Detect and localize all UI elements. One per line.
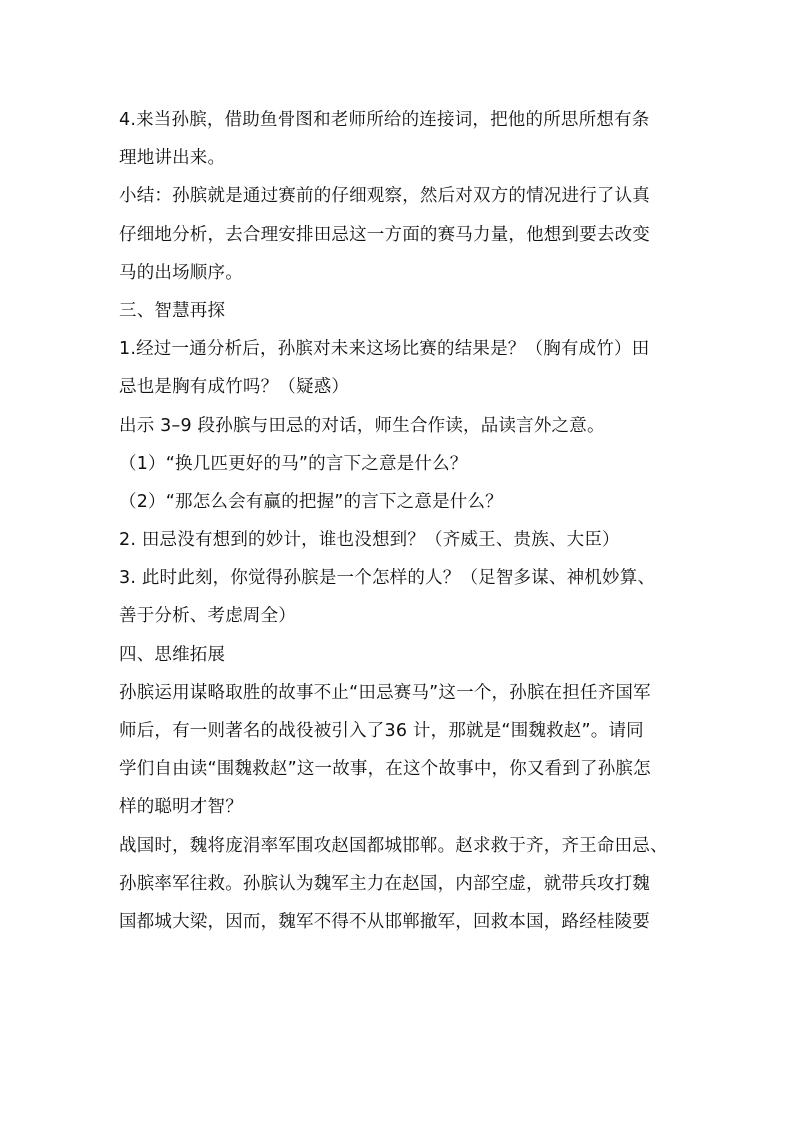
text-line: 孙膑运用谋略取胜的故事不止“田忌赛马”这一个，孙膑在担任齐国军 bbox=[119, 682, 651, 703]
text-line: 1.经过一通分析后，孙膑对未来这场比赛的结果是？（胸有成竹）田 bbox=[119, 339, 650, 360]
section-heading: 三、智慧再探 bbox=[119, 300, 226, 321]
text-line: 仔细地分析，去合理安排田忌这一方面的赛马力量，他想到要去改变 bbox=[119, 224, 650, 245]
text-line: 学们自由读“围魏救赵”这一故事，在这个故事中，你又看到了孙膑怎 bbox=[119, 759, 651, 780]
text-line: 忌也是胸有成竹吗？（疑惑） bbox=[119, 377, 350, 398]
text-line: 善于分析、考虑周全） bbox=[119, 606, 296, 627]
text-line: 出示 3–9 段孙膑与田忌的对话，师生合作读，品读言外之意。 bbox=[119, 415, 605, 436]
text-line: 样的聪明才智？ bbox=[119, 797, 243, 818]
document-body bbox=[119, 101, 689, 941]
text-line: 3. 此时此刻，你觉得孙膑是一个怎样的人？（足智多谋、神机妙算、 bbox=[119, 568, 656, 589]
text-line: 师后，有一则著名的战役被引入了36 计，那就是“围魏救赵”。请同 bbox=[119, 721, 644, 741]
text-line: 2. 田忌没有想到的妙计，谁也没想到？（齐威王、贵族、大臣） bbox=[119, 530, 620, 551]
text-line: （1）“换几匹更好的马”的言下之意是什么？ bbox=[119, 453, 468, 474]
text-line: 小结：孙膑就是通过赛前的仔细观察，然后对双方的情况进行了认真 bbox=[119, 186, 650, 207]
text-line: （2）“那怎么会有赢的把握”的言下之意是什么？ bbox=[119, 491, 503, 512]
text-line: 4.来当孙膑，借助鱼骨图和老师所给的连接词，把他的所思所想有条 bbox=[119, 110, 650, 130]
text-line: 战国时，魏将庞涓率军围攻赵国都城邯郸。赵求救于齐，齐王命田忌、 bbox=[119, 835, 668, 856]
text-line: 理地讲出来。 bbox=[119, 148, 226, 169]
text-line: 马的出场顺序。 bbox=[119, 262, 243, 283]
section-heading: 四、思维拓展 bbox=[119, 644, 226, 665]
text-line: 孙膑率军往救。孙膑认为魏军主力在赵国，内部空虚，就带兵攻打魏 bbox=[119, 873, 650, 894]
text-line: 国都城大梁，因而，魏军不得不从邯郸撤军，回救本国，路经桂陵要 bbox=[119, 911, 650, 932]
